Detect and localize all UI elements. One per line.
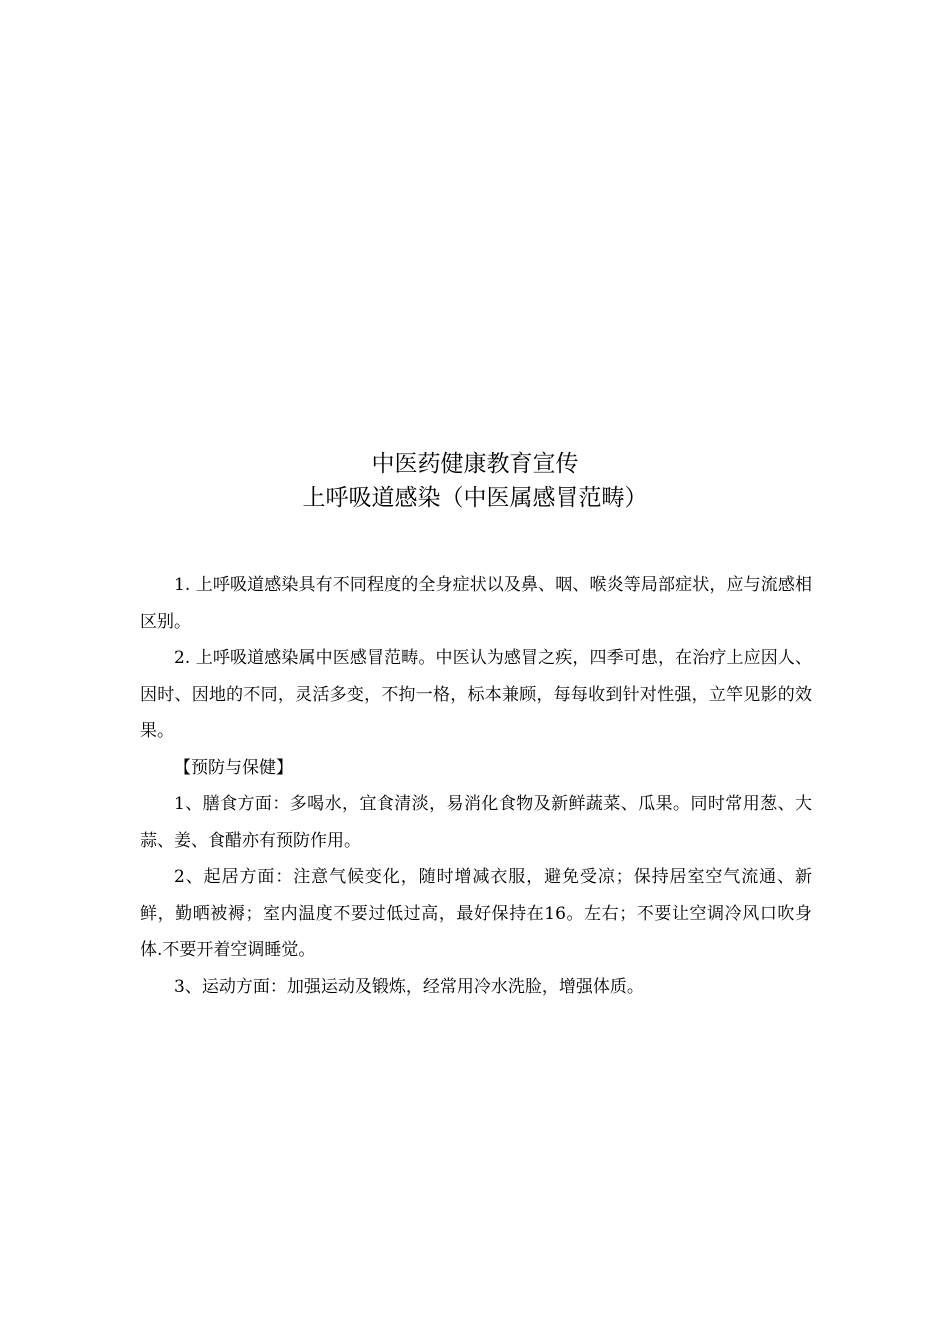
document-body [140, 567, 812, 1005]
document-title: 中医药健康教育宣传 [371, 451, 579, 477]
paragraph-1: 1. 上呼吸道感染具有不同程度的全身症状以及鼻、咽、喉炎等局部症状，应与流感相区别。 [140, 575, 812, 632]
title-block [0, 447, 950, 515]
section-heading: 【预防与保健】 [174, 757, 293, 778]
tip-diet: 1、膳食方面：多喝水，宜食清淡，易消化食物及新鲜蔬菜、瓜果。同时常用葱、大蒜、姜、食醋亦有预防作用。 [140, 794, 812, 851]
paragraph-2: 2. 上呼吸道感染属中医感冒范畴。中医认为感冒之疾，四季可患，在治疗上应因人、因时、因地的不同，灵活多变，不拘一格，标本兼顾，每每收到针对性强，立竿见影的效果。 [140, 648, 812, 741]
tip-exercise: 3、运动方面：加强运动及锻炼，经常用冷水洗脸，增强体质。 [174, 976, 644, 997]
document-subtitle: 上呼吸道感染（中医属感冒范畴） [302, 485, 648, 511]
tip-lifestyle: 2、起居方面：注意气候变化，随时增减衣服，避免受凉；保持居室空气流通、新鲜，勤晒被褥；室内温度不要过低过高，最好保持在16。左右；不要让空调冷风口吹身体.不要开着空调睡觉。 [140, 867, 812, 960]
